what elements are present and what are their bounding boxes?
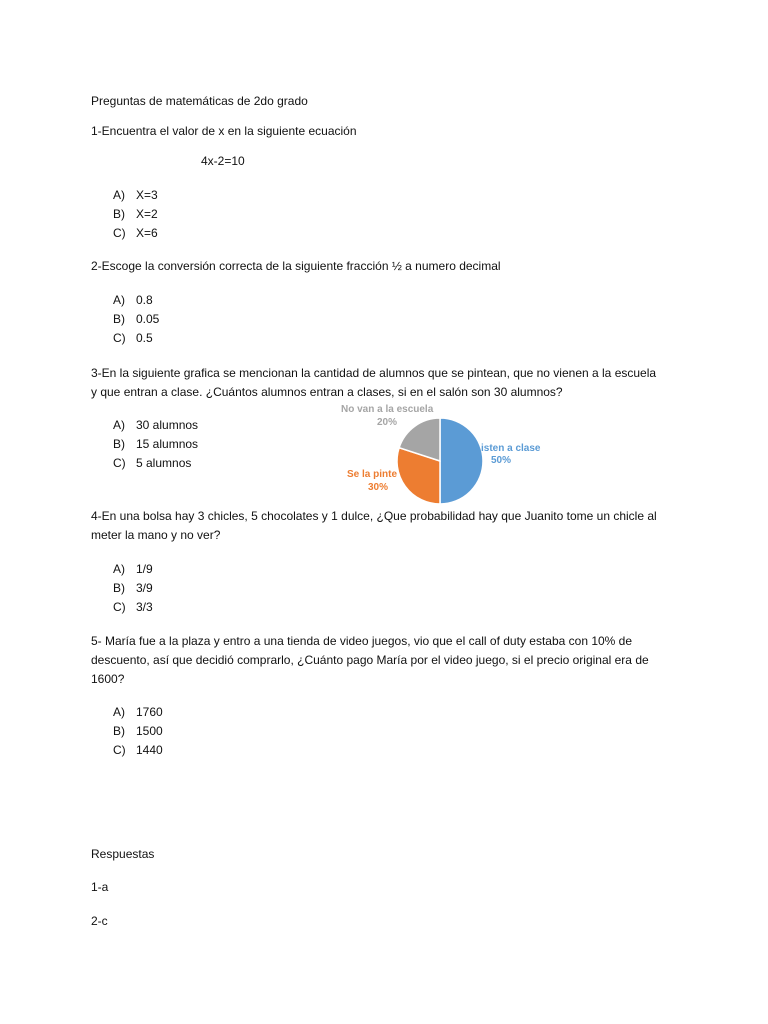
- question-1-option-c: [113, 224, 158, 243]
- pie-label-se-la-pintean: Se la pinte: [347, 469, 398, 480]
- answers-heading: Respuestas: [91, 847, 155, 861]
- option-letter: A): [113, 705, 125, 719]
- question-5-text-line-2: descuento, así que decidió comprarlo, ¿Cuánto pago María por el video juego, si el precio original era de: [91, 653, 649, 667]
- question-5-option-b: [113, 722, 163, 741]
- pie-slice-asisten: [440, 418, 483, 504]
- option-text: X=2: [136, 207, 158, 221]
- option-text: 0.05: [136, 312, 160, 326]
- option-letter: A): [113, 418, 125, 432]
- option-letter: C): [113, 600, 126, 614]
- option-text: 5 alumnos: [136, 456, 192, 470]
- question-5-text-line-3: 1600?: [91, 672, 125, 686]
- question-1-equation: 4x-2=10: [201, 154, 245, 168]
- question-3-text-line-1: 3-En la siguiente grafica se mencionan la cantidad de alumnos que se pintean, que no vienen a la escuela: [91, 366, 657, 380]
- answer-item: 1-a: [91, 880, 109, 894]
- pie-value-se-la-pintean: 30%: [368, 482, 389, 493]
- option-letter: B): [113, 207, 125, 221]
- option-letter: B): [113, 437, 125, 451]
- option-letter: A): [113, 293, 125, 307]
- question-5-option-c: [113, 741, 163, 760]
- question-2-text: 2-Escoge la conversión correcta de la siguiente fracción ½ a numero decimal: [91, 259, 501, 273]
- question-4-text-line-1: 4-En una bolsa hay 3 chicles, 5 chocolates y 1 dulce, ¿Que probabilidad hay que Juanito tome un chicle al: [91, 509, 657, 523]
- question-2-option-b: [113, 310, 159, 329]
- option-letter: B): [113, 312, 125, 326]
- option-letter: C): [113, 226, 126, 240]
- option-text: 0.5: [136, 331, 153, 345]
- option-text: X=3: [136, 188, 158, 202]
- option-letter: A): [113, 188, 125, 202]
- question-4-option-c: [113, 598, 153, 617]
- pie-value-no-van: 20%: [377, 417, 398, 428]
- question-1-text: 1-Encuentra el valor de x en la siguiente ecuación: [91, 124, 357, 138]
- pie-label-no-van: No van a la escuela: [341, 404, 434, 415]
- answer-item: 2-c: [91, 914, 108, 928]
- option-letter: C): [113, 743, 126, 757]
- pie-value-asisten: 50%: [491, 455, 512, 466]
- option-letter: B): [113, 724, 125, 738]
- option-text: 1/9: [136, 562, 153, 576]
- option-text: 0.8: [136, 293, 153, 307]
- option-text: X=6: [136, 226, 158, 240]
- page-title: Preguntas de matemáticas de 2do grado: [91, 94, 308, 108]
- option-text: 30 alumnos: [136, 418, 199, 432]
- question-3-option-b: [113, 435, 198, 454]
- question-3-option-c: [113, 454, 191, 473]
- option-text: 3/9: [136, 581, 153, 595]
- pie-slices: [397, 418, 483, 504]
- pie-label-asisten: isten a clase: [481, 443, 541, 454]
- question-5-option-a: [113, 703, 163, 722]
- option-letter: C): [113, 456, 126, 470]
- option-text: 1760: [136, 705, 163, 719]
- question-1-option-a: [113, 186, 158, 205]
- question-1-option-b: [113, 205, 158, 224]
- question-4-option-b: [113, 579, 153, 598]
- option-text: 15 alumnos: [136, 437, 199, 451]
- option-text: 3/3: [136, 600, 153, 614]
- option-letter: A): [113, 562, 125, 576]
- question-4-option-a: [113, 560, 153, 579]
- question-3-text-line-2: y que entran a clase. ¿Cuántos alumnos entran a clases, si en el salón son 30 alumnos?: [91, 385, 563, 399]
- question-5-text-line-1: 5- María fue a la plaza y entro a una tienda de video juegos, vio que el call of duty estaba con 10% de: [91, 634, 633, 648]
- question-2-option-c: [113, 329, 153, 348]
- question-4-text-line-2: meter la mano y no ver?: [91, 528, 221, 542]
- option-text: 1500: [136, 724, 163, 738]
- option-letter: C): [113, 331, 126, 345]
- question-3-option-a: [113, 416, 198, 435]
- question-2-option-a: [113, 291, 153, 310]
- option-letter: B): [113, 581, 125, 595]
- pie-chart: [330, 398, 560, 510]
- option-text: 1440: [136, 743, 163, 757]
